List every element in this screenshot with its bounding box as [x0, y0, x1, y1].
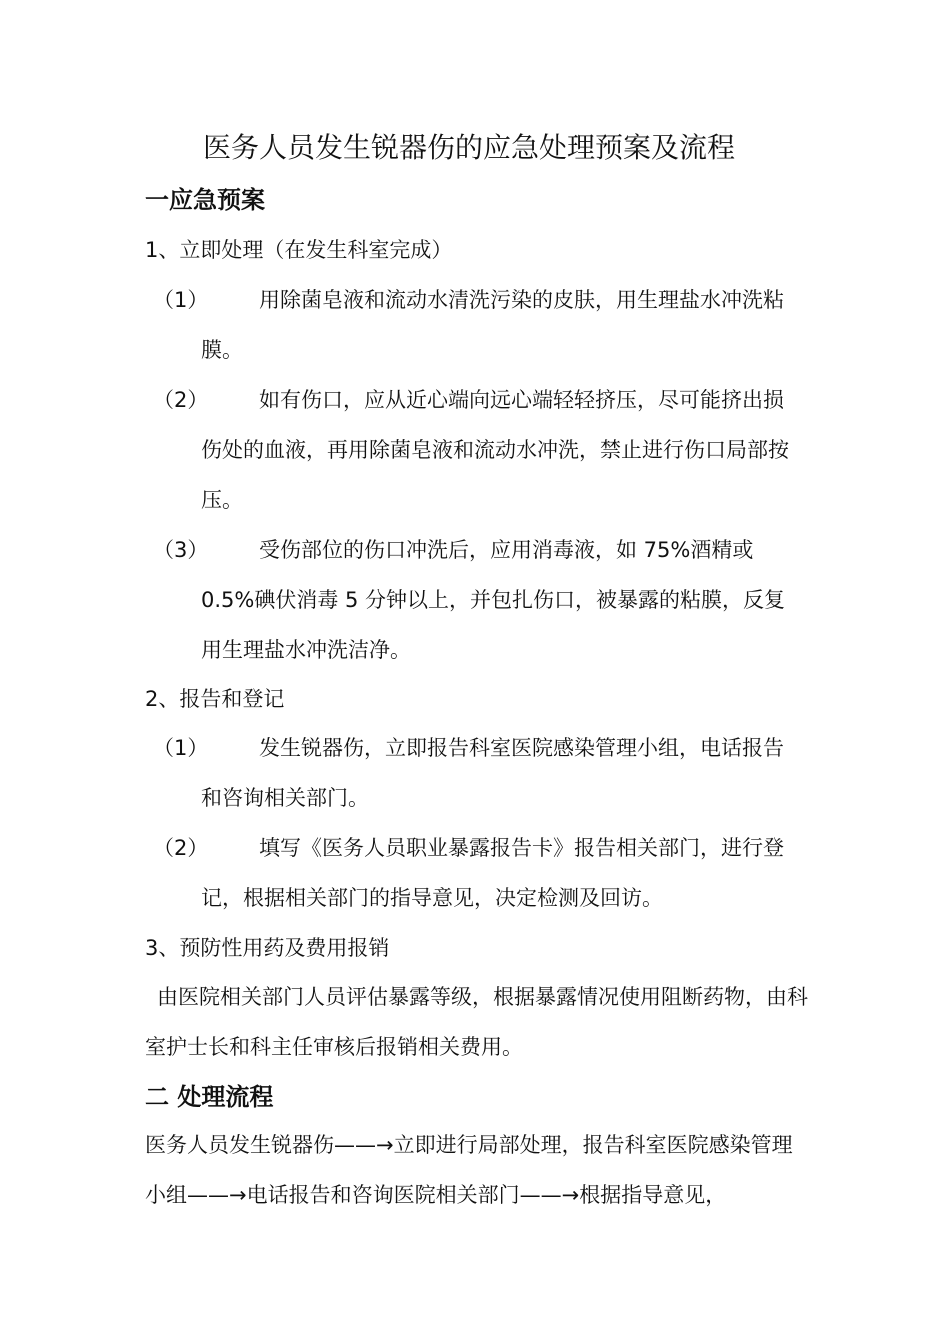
list-item-text: 用除菌皂液和流动水清洗污染的皮肤，用生理盐水冲洗粘膜。 — [201, 288, 784, 362]
list-item-text: 受伤部位的伤口冲洗后，应用消毒液，如 75%酒精或0.5%碘伏消毒 5 分钟以上，并包扎伤口，被暴露的粘膜，反复用生理盐水冲洗洁净。 — [201, 538, 786, 662]
list-item-text: 如有伤口，应从近心端向远心端轻轻挤压，尽可能挤出损伤处的血液，再用除菌皂液和流动水冲洗，禁止进行伤口局部按压。 — [201, 388, 789, 512]
list-item-text: 发生锐器伤，立即报告科室医院感染管理小组，电话报告和咨询相关部门。 — [201, 736, 784, 810]
list-item — [145, 375, 825, 525]
list-item — [145, 723, 825, 823]
subsection-preventive-medication: 3、预防性用药及费用报销 — [145, 936, 390, 960]
section-heading-emergency-plan: 一应急预案 — [145, 186, 265, 214]
paragraph-preventive-medication: 由医院相关部门人员评估暴露等级，根据暴露情况使用阻断药物，由科室护士长和科主任审核后报销相关费用。 — [145, 985, 808, 1059]
list-item-number: （3） — [153, 538, 209, 562]
list-item-number: （2） — [153, 836, 209, 860]
list-item — [145, 823, 825, 923]
list-item — [145, 525, 825, 675]
subsection-report-register: 2、报告和登记 — [145, 687, 285, 711]
section-heading-process-flow: 二 处理流程 — [145, 1083, 274, 1111]
list-item-number: （2） — [153, 388, 209, 412]
document-page — [145, 0, 825, 1344]
list-item — [145, 275, 825, 375]
paragraph-process-flow: 医务人员发生锐器伤——→立即进行局部处理，报告科室医院感染管理小组——→电话报告和咨询医院相关部门——→根据指导意见， — [145, 1133, 793, 1207]
list-item-number: （1） — [153, 736, 209, 760]
list-item-text: 填写《医务人员职业暴露报告卡》报告相关部门，进行登记，根据相关部门的指导意见，决定检测及回访。 — [201, 836, 784, 910]
document-title: 医务人员发生锐器伤的应急处理预案及流程 — [203, 131, 736, 164]
subsection-immediate-treatment: 1、立即处理（在发生科室完成） — [145, 238, 453, 262]
list-item-number: （1） — [153, 288, 209, 312]
